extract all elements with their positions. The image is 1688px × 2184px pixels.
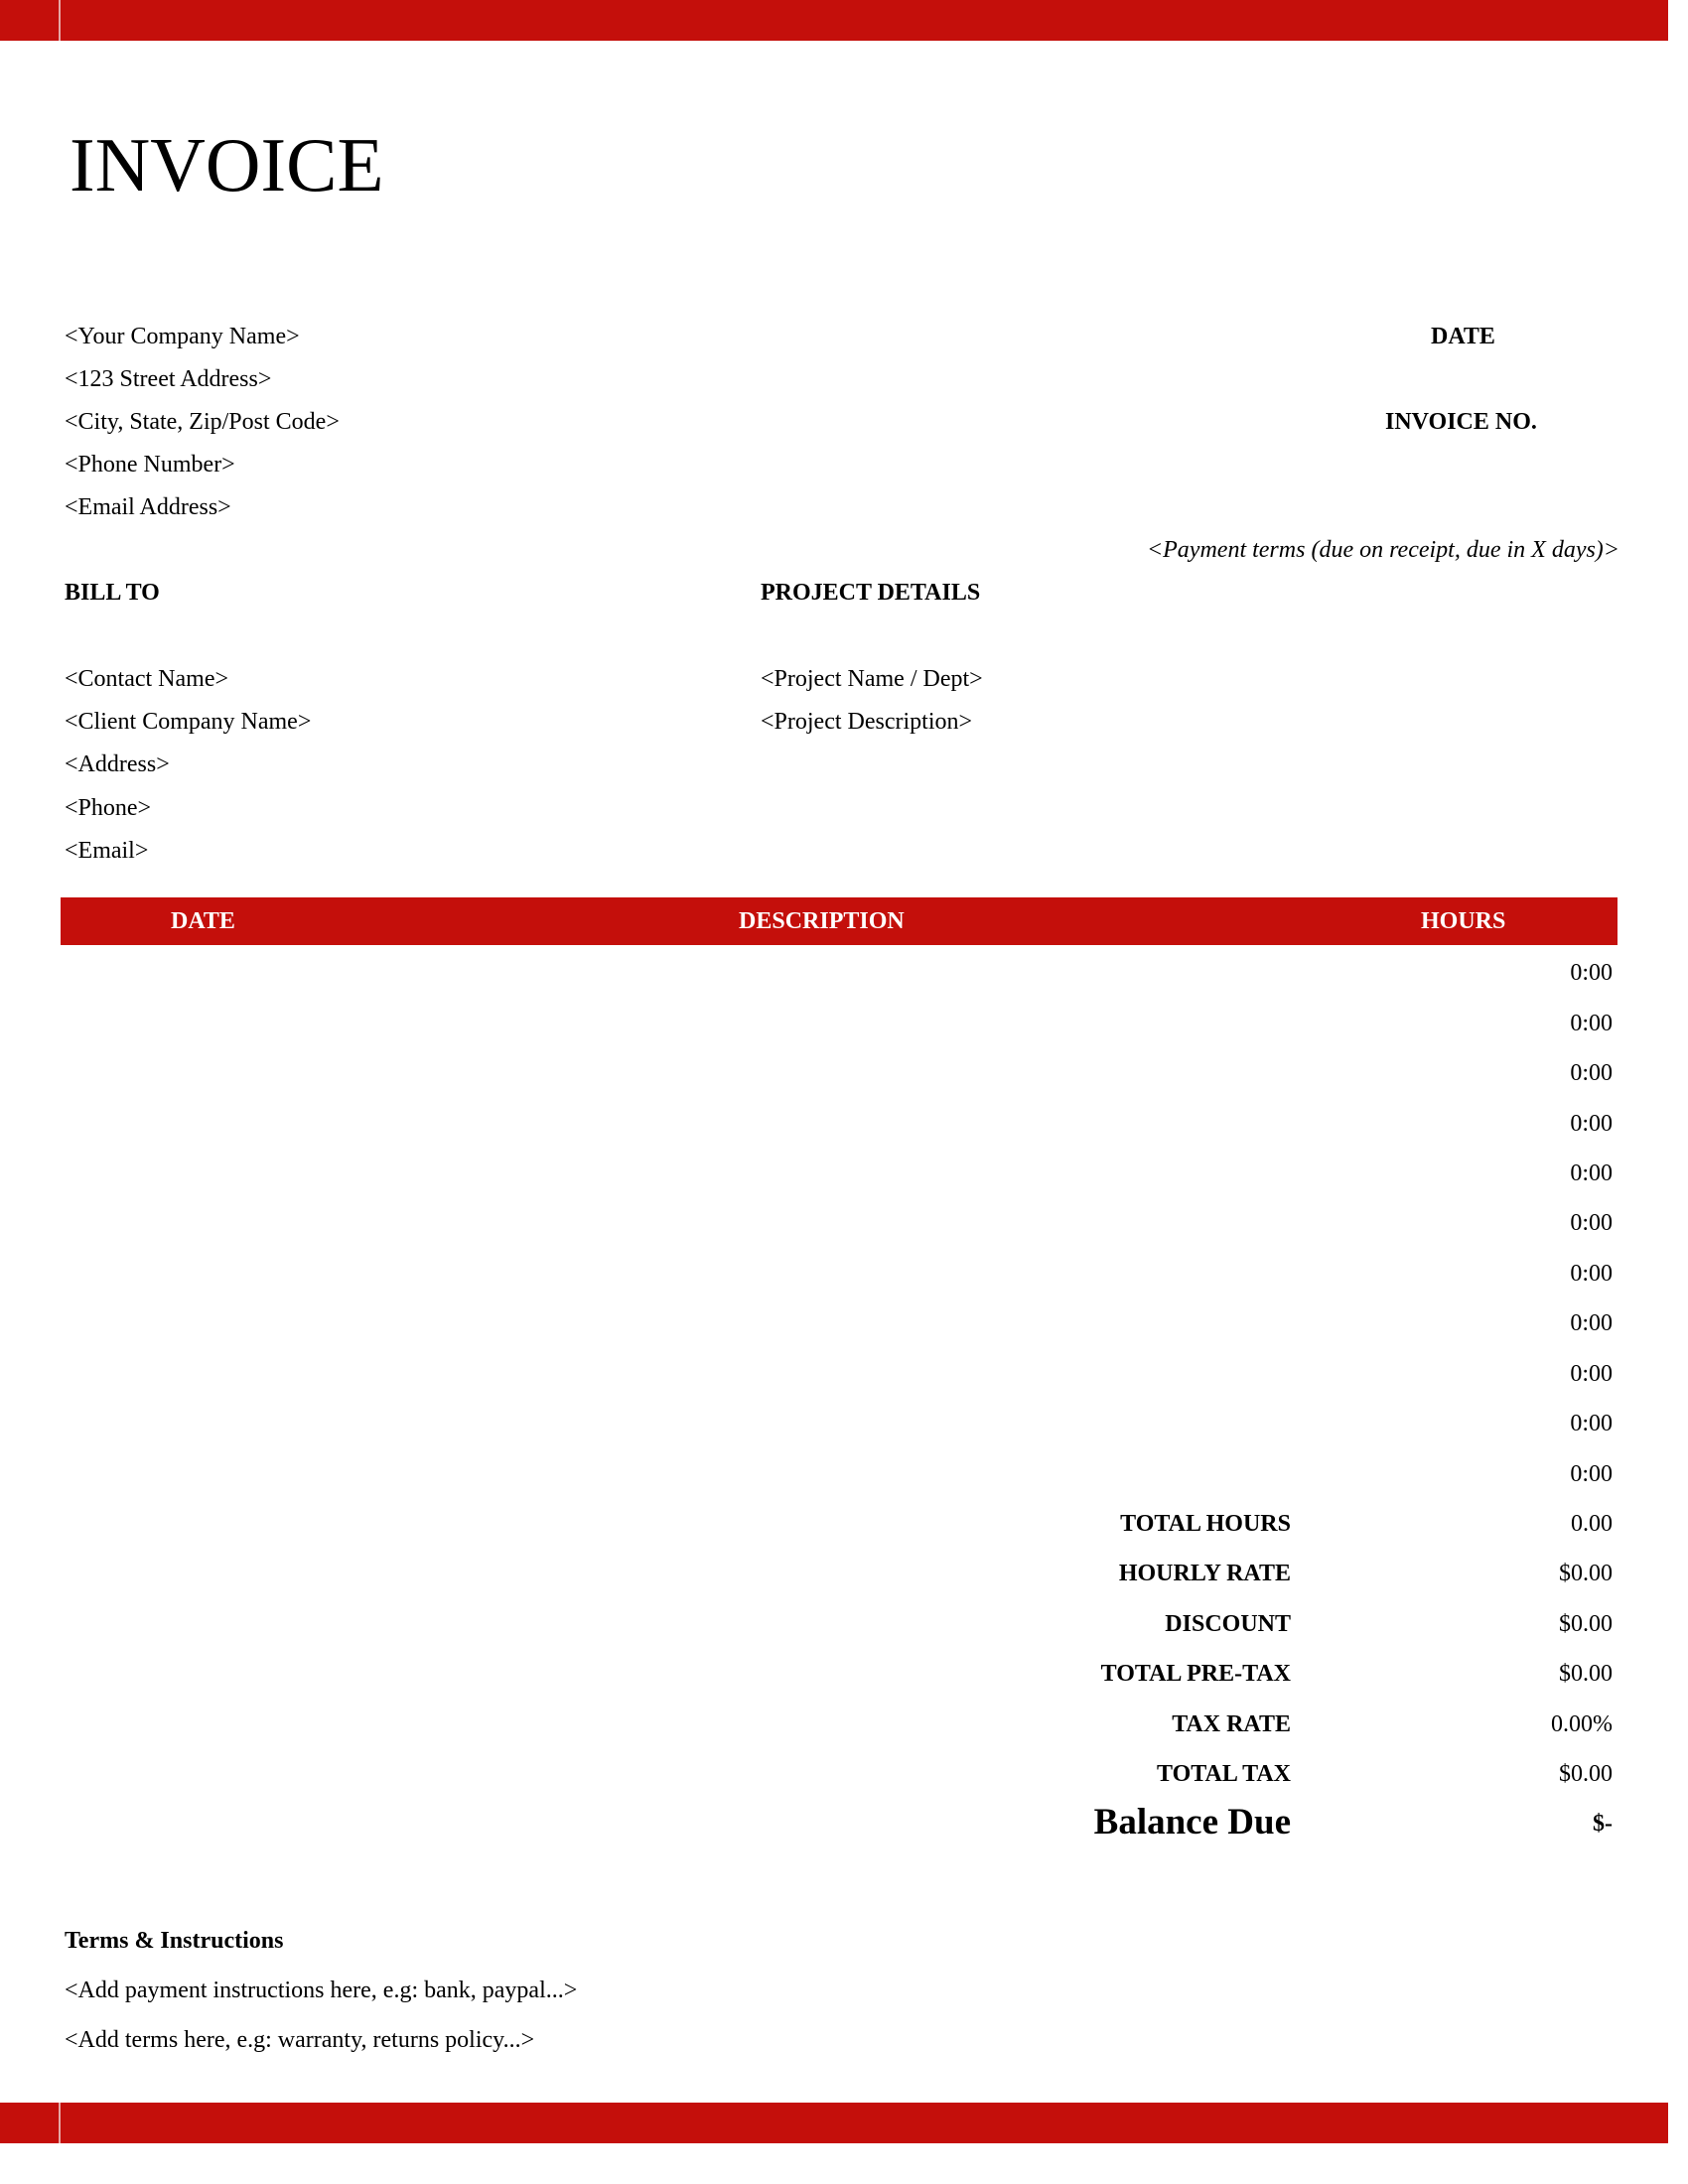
project-description: <Project Description> [761, 709, 973, 735]
balance-due-label: Balance Due [1093, 1802, 1291, 1843]
discount-label: DISCOUNT [1165, 1611, 1291, 1637]
bottom-accent-band [0, 2103, 1668, 2143]
hours-cell: 0:00 [1570, 1111, 1613, 1137]
bottom-band-notch [59, 2103, 61, 2143]
hours-cell: 0:00 [1570, 1310, 1613, 1336]
hourly-rate-label: HOURLY RATE [1118, 1561, 1291, 1586]
bill-to-email: <Email> [65, 838, 149, 864]
pretax-label: TOTAL PRE-TAX [1100, 1661, 1291, 1687]
discount-value: $0.00 [1559, 1611, 1613, 1637]
invoice-title: INVOICE [70, 122, 384, 207]
hours-cell: 0:00 [1570, 1060, 1613, 1086]
company-city: <City, State, Zip/Post Code> [65, 409, 340, 435]
top-accent-band [0, 0, 1668, 41]
terms-heading: Terms & Instructions [65, 1928, 284, 1954]
terms-policy: <Add terms here, e.g: warranty, returns policy...> [65, 2027, 535, 2053]
header-date: DATE [171, 908, 235, 934]
project-name: <Project Name / Dept> [761, 666, 983, 692]
line-items-header [61, 897, 1618, 945]
top-band-notch [59, 0, 61, 41]
company-street: <123 Street Address> [65, 366, 272, 392]
total-tax-label: TOTAL TAX [1157, 1761, 1291, 1787]
hours-cell: 0:00 [1570, 1011, 1613, 1036]
company-name: <Your Company Name> [65, 324, 300, 349]
project-heading: PROJECT DETAILS [761, 580, 981, 606]
terms-payment: <Add payment instructions here, e.g: bank, paypal...> [65, 1978, 578, 2003]
hourly-rate-value: $0.00 [1559, 1561, 1613, 1586]
date-label: DATE [1431, 324, 1495, 349]
hours-cell: 0:00 [1570, 1361, 1613, 1387]
company-phone: <Phone Number> [65, 452, 235, 478]
bill-to-address: <Address> [65, 751, 170, 777]
company-email: <Email Address> [65, 494, 231, 520]
hours-cell: 0:00 [1570, 1461, 1613, 1487]
hours-cell: 0:00 [1570, 1160, 1613, 1186]
header-description: DESCRIPTION [739, 908, 905, 934]
bill-to-company: <Client Company Name> [65, 709, 312, 735]
pretax-value: $0.00 [1559, 1661, 1613, 1687]
total-tax-value: $0.00 [1559, 1761, 1613, 1787]
hours-cell: 0:00 [1570, 1210, 1613, 1236]
bill-to-contact: <Contact Name> [65, 666, 229, 692]
total-hours-label: TOTAL HOURS [1120, 1511, 1291, 1537]
tax-rate-label: TAX RATE [1172, 1711, 1291, 1737]
total-hours-value: 0.00 [1571, 1511, 1613, 1537]
payment-terms: <Payment terms (due on receipt, due in X days)> [1146, 537, 1619, 563]
header-hours: HOURS [1421, 908, 1506, 934]
invoice-no-label: INVOICE NO. [1385, 409, 1537, 435]
balance-due-value: $- [1593, 1811, 1613, 1837]
hours-cell: 0:00 [1570, 1261, 1613, 1287]
hours-cell: 0:00 [1570, 960, 1613, 986]
bill-to-phone: <Phone> [65, 795, 152, 821]
tax-rate-value: 0.00% [1551, 1711, 1613, 1737]
bill-to-heading: BILL TO [65, 580, 160, 606]
hours-cell: 0:00 [1570, 1411, 1613, 1436]
